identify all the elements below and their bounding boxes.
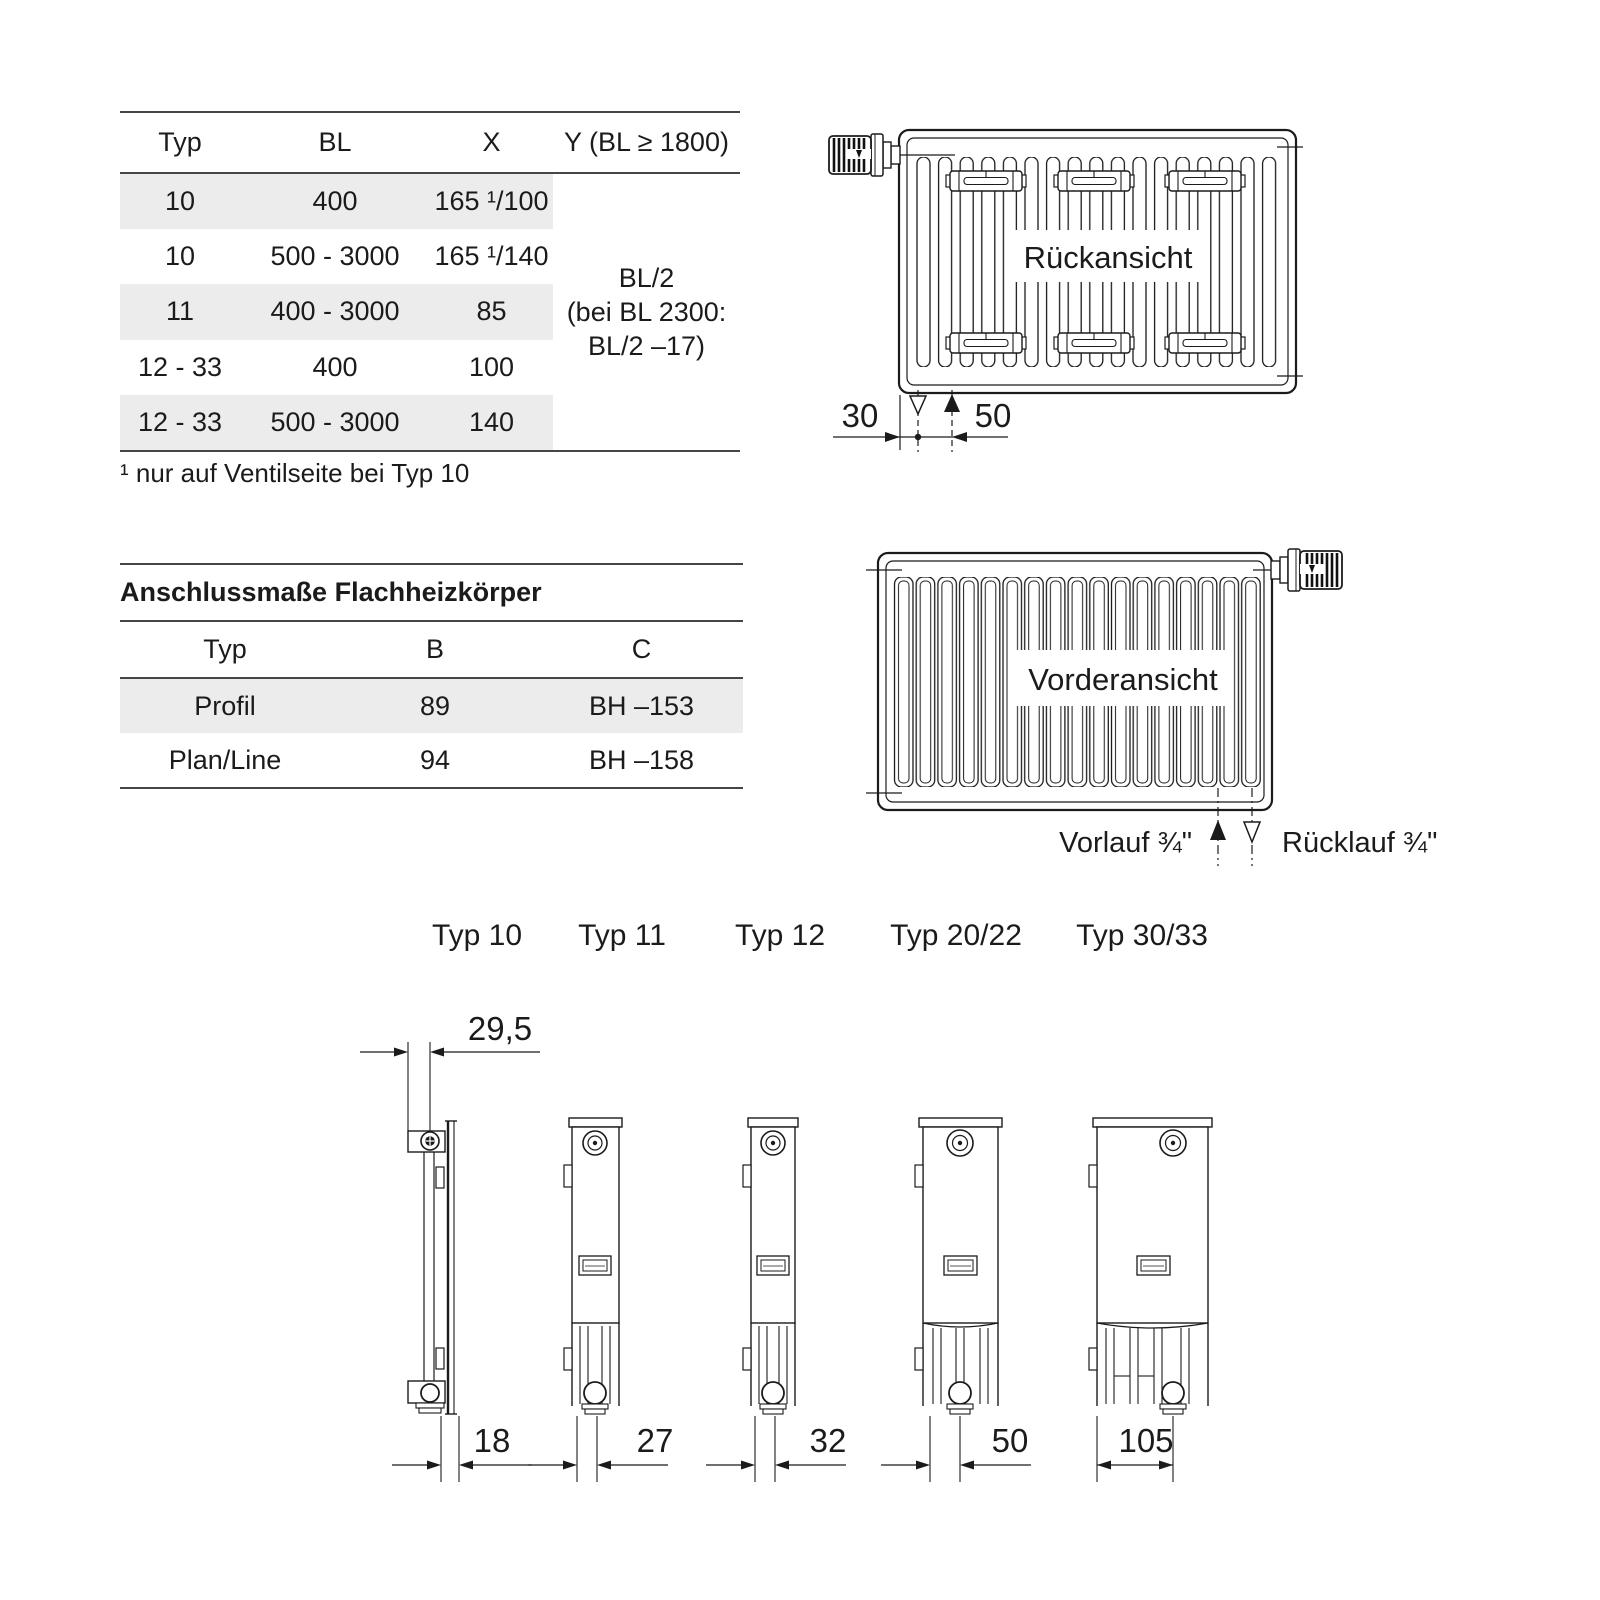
cell-x: 100 (468, 351, 515, 382)
rear-view-label: Rückansicht (1023, 240, 1193, 275)
thermostat-valve-icon (829, 134, 900, 176)
cell-typ: 10 (164, 241, 196, 272)
col-header-x: X (482, 127, 501, 157)
cell-bl: 400 (312, 351, 358, 382)
front-view-label: Vorderansicht (1028, 662, 1218, 697)
depth-dimension (1097, 1416, 1174, 1482)
bottom-connection (584, 1382, 606, 1404)
flow-marker-triangle (1210, 820, 1226, 840)
mounting-bracket (946, 171, 1026, 191)
type-labels (432, 919, 1208, 952)
mounting-bracket (1165, 333, 1245, 353)
depth-dimension (706, 1416, 846, 1482)
cell-c: BH –158 (588, 744, 695, 775)
top-cap (748, 1118, 798, 1127)
depth-dimension (881, 1416, 1031, 1482)
col-header-bl: BL (318, 127, 352, 157)
brand-plate (944, 1256, 977, 1275)
bracket-tab (1089, 1165, 1097, 1187)
typ30-33-label: Typ 30/33 (1076, 919, 1208, 952)
cell-c: BH –153 (588, 690, 695, 721)
valve-foot (1163, 1409, 1183, 1414)
y-note-line: BL/2 (618, 263, 675, 293)
dimension-30: 30 (841, 397, 879, 434)
cell-x: 140 (468, 406, 515, 437)
cell-typ: Profil (194, 690, 256, 721)
cell-typ: 11 (165, 296, 195, 327)
body (1097, 1127, 1208, 1323)
dimension-50: 50 (991, 1422, 1029, 1459)
cell-typ: 12 - 33 (137, 406, 223, 437)
valve-foot (763, 1409, 783, 1414)
mounting-bracket (1165, 171, 1245, 191)
rear-view-drawing (829, 130, 1303, 452)
rear-dimensions (833, 390, 1011, 452)
profile-typ11 (528, 1118, 673, 1482)
return-marker-triangle (910, 396, 926, 414)
flow-marker-triangle (944, 394, 960, 412)
top-cap (1093, 1118, 1212, 1127)
col-header-typ: Typ (158, 127, 202, 157)
return-marker-triangle (1244, 822, 1260, 842)
typ11-label: Typ 11 (578, 919, 666, 952)
front-view-drawing (866, 549, 1437, 866)
cell-bl: 400 (312, 186, 358, 217)
bracket-tab (915, 1165, 923, 1187)
return-label: Rücklauf ¾" (1282, 827, 1438, 859)
mounting-bracket (946, 333, 1026, 353)
dimension-29-5: 29,5 (467, 1010, 533, 1047)
dimension-27: 27 (636, 1422, 674, 1459)
brand-plate (1137, 1256, 1170, 1275)
top-depth-dimension (360, 1010, 540, 1131)
typ20-22-label: Typ 20/22 (890, 919, 1022, 952)
body (751, 1127, 795, 1323)
col-header-typ: Typ (203, 634, 247, 664)
brand-plate (579, 1256, 611, 1275)
bottom-connection (1162, 1382, 1184, 1404)
dimension-32: 32 (809, 1422, 847, 1459)
brand-plate (757, 1256, 789, 1275)
profile-typ20-22 (881, 1118, 1031, 1482)
bracket-tab (743, 1348, 751, 1370)
depth-dimension (528, 1416, 673, 1482)
cell-x: 85 (476, 296, 507, 327)
y-note-line: BL/2 –17) (587, 331, 706, 361)
cell-bl: 500 - 3000 (270, 241, 400, 272)
thermostat-valve-icon (1271, 549, 1342, 591)
cell-typ: 10 (164, 186, 196, 217)
valve-foot (760, 1404, 786, 1409)
cell-bl: 500 - 3000 (270, 406, 400, 437)
cell-x: 165 ¹/140 (434, 241, 549, 272)
dimension-18: 18 (473, 1422, 511, 1459)
typ12-label: Typ 12 (734, 919, 826, 952)
valve-foot (1160, 1404, 1186, 1409)
top-cap (569, 1118, 622, 1127)
table-title: Anschlussmaße Flachheizkörper (120, 577, 542, 607)
bracket-tab (564, 1165, 572, 1187)
col-header-b: B (425, 634, 444, 664)
valve-foot (416, 1403, 444, 1408)
bracket-tab (743, 1165, 751, 1187)
profile-typ12 (706, 1118, 846, 1482)
table-footnote: ¹ nur auf Ventilseite bei Typ 10 (120, 458, 470, 488)
valve-foot (950, 1409, 970, 1414)
profile-typ30-33 (1089, 1118, 1212, 1482)
cell-x: 165 ¹/100 (434, 186, 549, 217)
valve-foot (947, 1404, 973, 1409)
typ10-label: Typ 10 (431, 919, 523, 952)
body (572, 1127, 619, 1323)
valve-foot (582, 1404, 608, 1409)
flow-label: Vorlauf ¾" (1059, 827, 1192, 859)
bracket-tab (915, 1348, 923, 1370)
bottom-connection (762, 1382, 784, 1404)
col-header-y: Y (BL ≥ 1800) (564, 127, 729, 157)
top-cap (919, 1118, 1002, 1127)
bracket-tab (564, 1348, 572, 1370)
cell-b: 89 (419, 690, 451, 721)
dimension-105: 105 (1118, 1422, 1174, 1459)
dimension-50: 50 (974, 397, 1012, 434)
col-header-c: C (631, 634, 652, 664)
bracket-tab (436, 1348, 444, 1369)
profile-typ10 (360, 1010, 540, 1482)
bracket-tab (1089, 1348, 1097, 1370)
bracket-tab (436, 1167, 444, 1188)
bottom-connection (949, 1382, 971, 1404)
valve-foot (419, 1408, 441, 1413)
y-note-line: (bei BL 2300: (566, 297, 727, 327)
bottom-connection (421, 1384, 439, 1402)
valve-foot (585, 1409, 605, 1414)
cell-typ: Plan/Line (168, 744, 282, 775)
mounting-bracket (1054, 171, 1134, 191)
cell-b: 94 (419, 744, 451, 775)
cell-bl: 400 - 3000 (270, 296, 400, 327)
mounting-bracket (1054, 333, 1134, 353)
cell-typ: 12 - 33 (137, 351, 223, 382)
depth-dimension (392, 1416, 532, 1482)
